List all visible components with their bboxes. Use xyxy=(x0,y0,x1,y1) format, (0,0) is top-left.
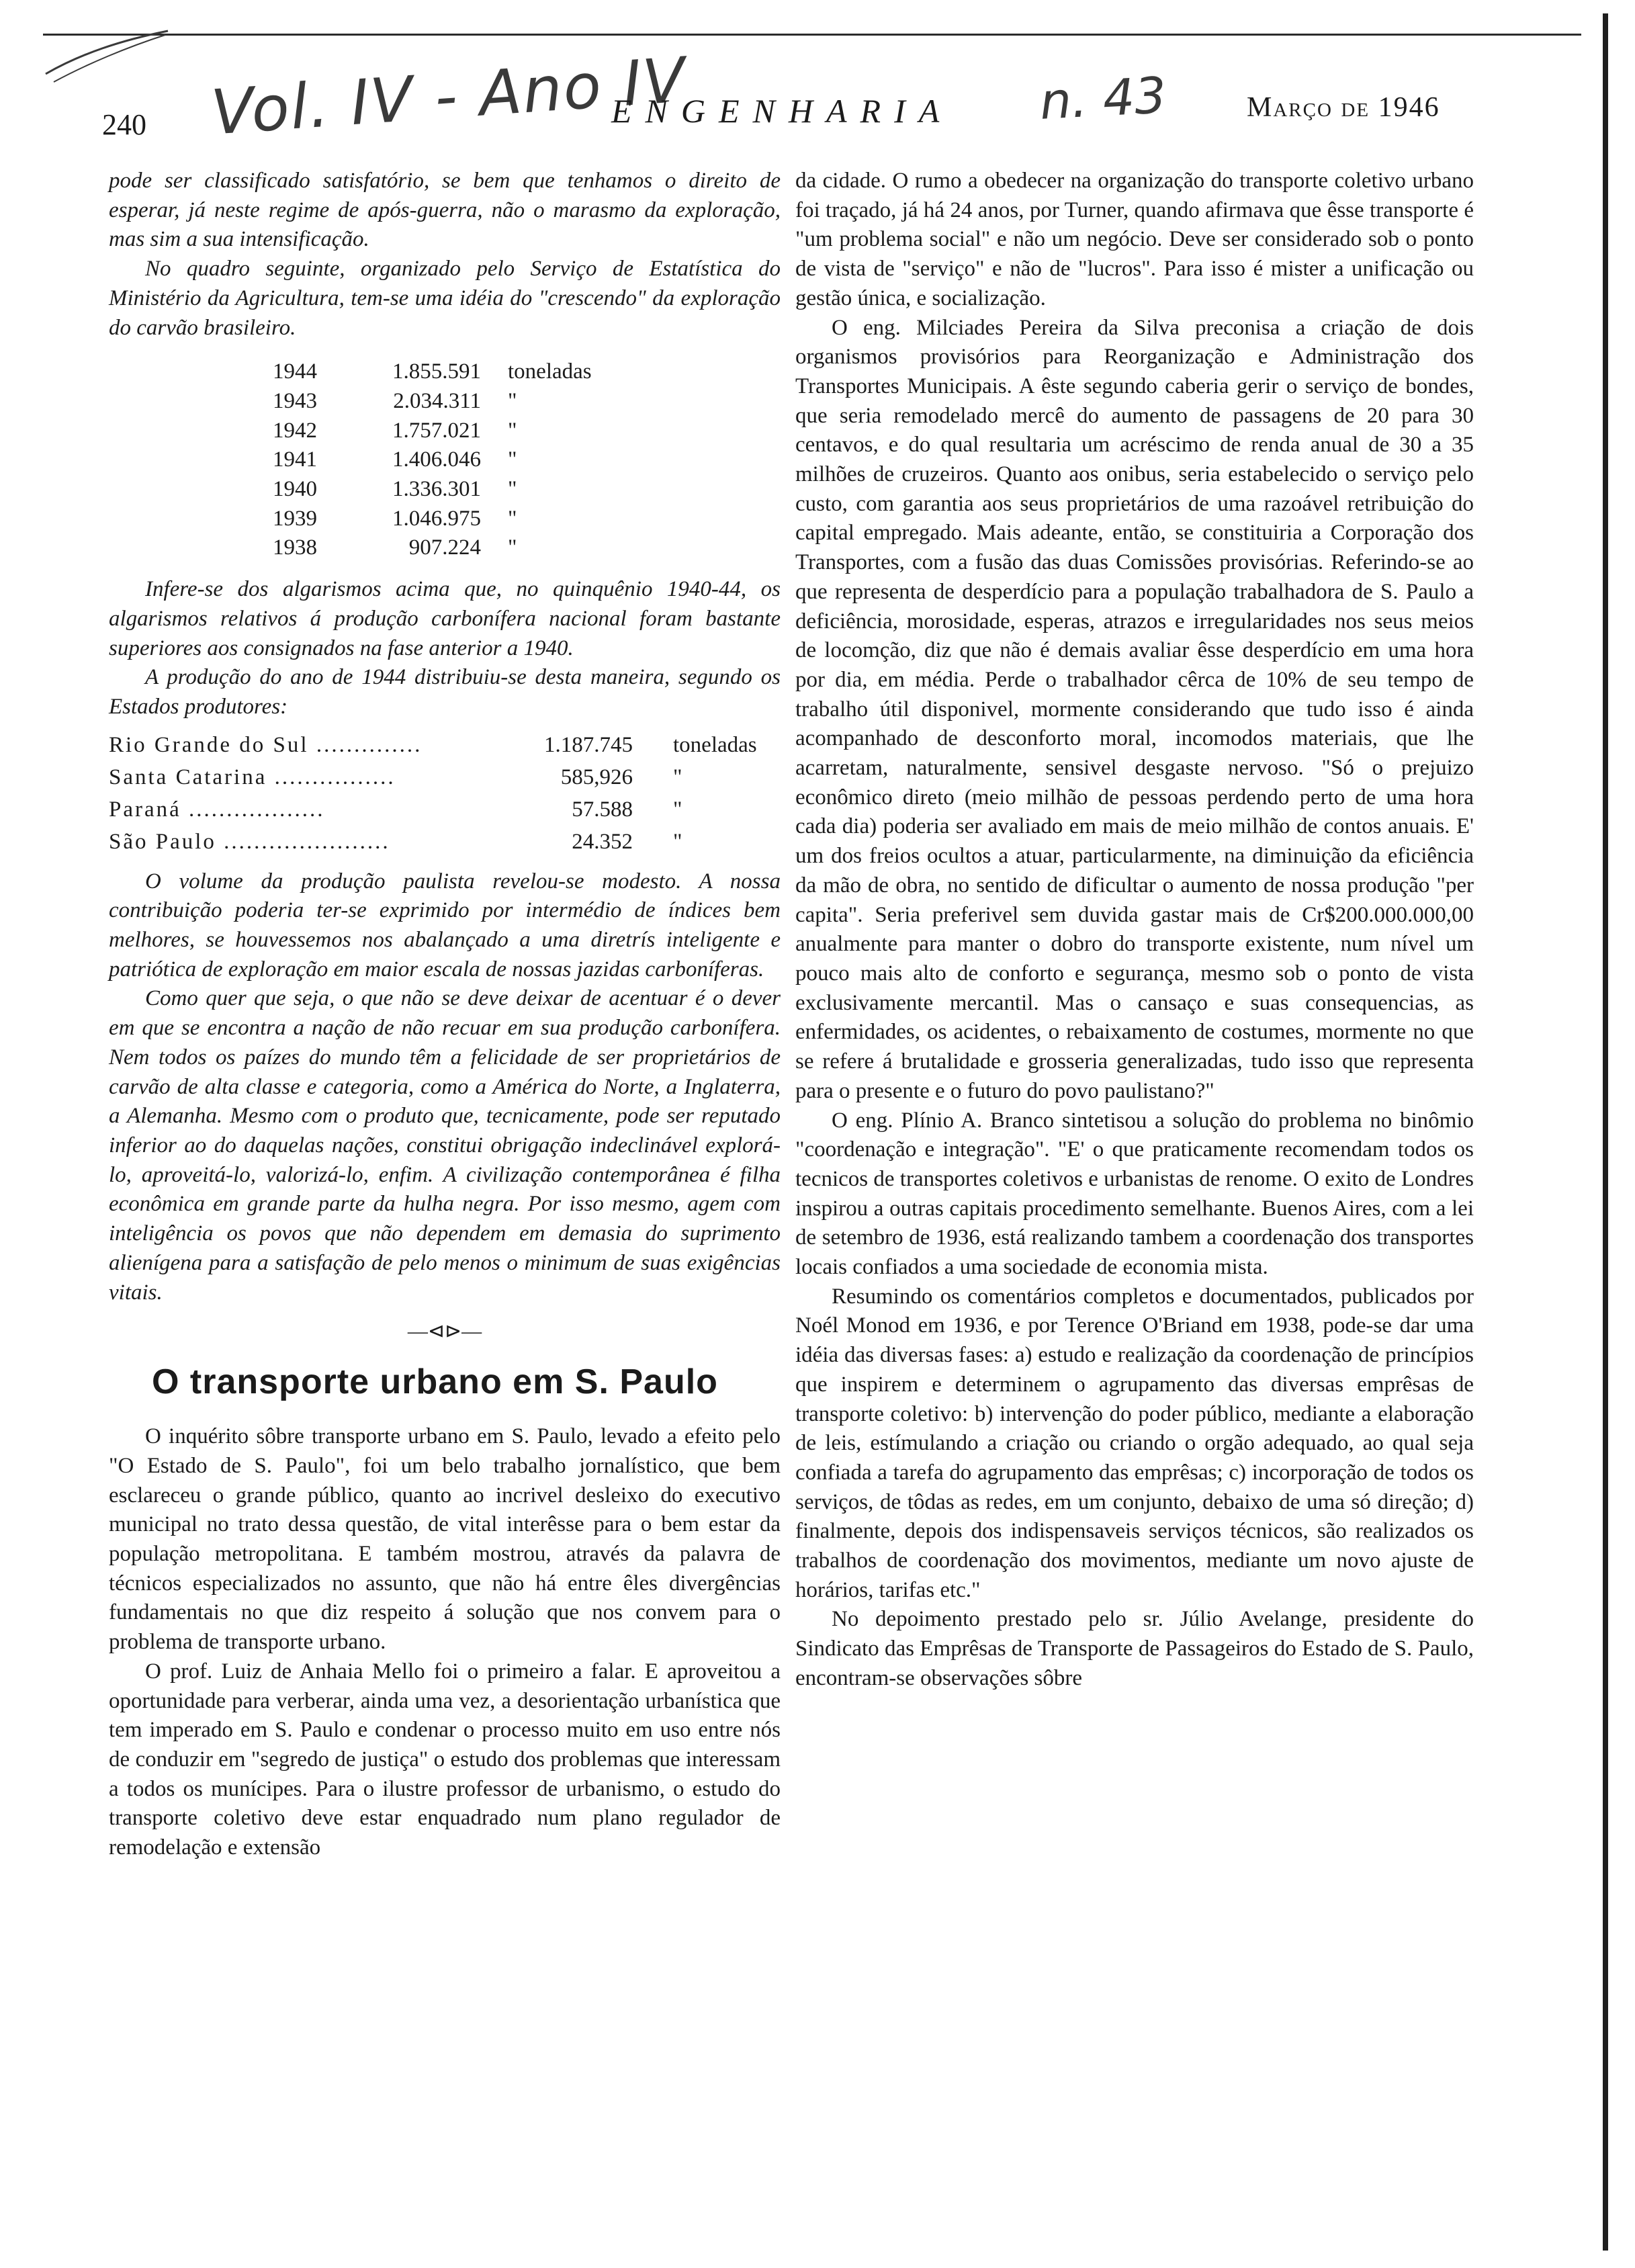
paragraph: da cidade. O rumo a obedecer na organização do transporte coletivo urbano foi traçado, já há 24 anos, por Turner, quando afirmava que êsse transporte é "um problema social" e não um negócio. Deve ser considerado sob o ponto de vista de "serviço" e não de "lucros". Para isso é mister a unificação ou gestão única, e socialização. xyxy=(795,169,1474,310)
year-cell: 1941 xyxy=(273,447,317,472)
unit-cell: " xyxy=(673,797,682,822)
state-cell: Paraná .................. xyxy=(109,797,325,822)
unit-cell: " xyxy=(508,418,517,443)
page-number: 240 xyxy=(102,108,146,141)
table-row xyxy=(273,533,642,563)
issue-date: Março de 1946 xyxy=(1247,92,1440,123)
section-separator xyxy=(109,1319,781,1343)
corner-pen-mark xyxy=(40,27,175,94)
paragraph: No quadro seguinte, organizado pelo Serviço de Estatística do Ministério da Agricultura, tem-se uma idéia do "crescendo" da exploração do carvão brasileiro. xyxy=(109,257,781,340)
unit-cell: " xyxy=(508,535,517,560)
unit-cell: toneladas xyxy=(508,359,592,384)
value-cell: 2.034.311 xyxy=(393,388,481,413)
table-row xyxy=(273,417,642,446)
paragraph: Como quer que seja, o que não se deve deixar de acentuar é o dever em que se encontra a nação de não recuar em sua produção carbonífera. Nem todos os paízes do mundo têm a felicidade de ser proprietários de carvão de alta classe e categoria, como a América do Norte, a Inglaterra, a Alemanha. Mesmo com o produto que, tecnicamente, pode ser reputado inferior ao do daquelas nações, constitui obrigação indeclinável explorá-lo, aproveitá-lo, valorizá-lo, enfim. A civilização contemporânea é filha econômica em grande parte da hulha negra. Por isso mesmo, agem com inteligência os povos que não dependem em demasia do suprimento alienígena para a satisfação de pelo menos o minimum de suas exigências vitais. xyxy=(109,986,781,1305)
paragraph: Resumindo os comentários completos e documentados, publicados por Noél Monod em 1936, e por Terence O'Briand em 1938, pode-se dar uma idéia das diversas fases: a) estudo e realização da coordenação de princípios que inspirem e determinem o agrupamento das diversas emprêsas de transporte coletivo: b) intervenção do poder público, mediante a elaboração de leis, estímulando a criação ou criando o orgão adequado, ao qual seja confiada a tarefa do agrupamento das emprêsas; c) incorporação de todos os serviços, de tôdas as redes, em um conjunto, debaixo de uma só direção; d) finalmente, depois dos indispensaveis serviços técnicos, são realizados os trabalhos de coordenação dos movimentos, mediante um novo ajuste de horários, tarifas etc." xyxy=(795,1284,1474,1602)
paragraph: A produção do ano de 1944 distribuiu-se desta maneira, segundo os Estados produtores: xyxy=(109,665,781,719)
scan-edge xyxy=(1603,13,1608,2251)
value-cell: 57.588 xyxy=(572,797,633,822)
table-row xyxy=(109,826,779,858)
unit-cell: " xyxy=(673,765,682,789)
paragraph: O volume da produção paulista revelou-se modesto. A nossa contribuição poderia ter-se exprimido por intermédio de índices bem melhores, se houvessemos nos abalançado a uma diretrís inteligente e patriótica de exploração em maior escala de nossas jazidas carboníferas. xyxy=(109,869,781,982)
left-column xyxy=(109,167,781,1863)
year-cell: 1943 xyxy=(273,388,317,413)
table-row xyxy=(273,357,642,387)
value-cell: 1.187.745 xyxy=(544,732,633,757)
unit-cell: " xyxy=(508,388,517,413)
year-cell: 1944 xyxy=(273,359,317,384)
paragraph: O prof. Luiz de Anhaia Mello foi o primeiro a falar. E aproveitou a oportunidade para verberar, ainda uma vez, a desorientação urbanística que tem imperado em S. Paulo e condenar o processo muito em uso entre nós de conduzir em "segredo de justiça" o estudo dos problemas que interessam a todos os munícipes. Para o ilustre professor de urbanismo, o estudo do transporte coletivo deve estar enquadrado num plano regulador de remodelação e extensão xyxy=(109,1659,781,1860)
separator-ornament: —⊲⊳— xyxy=(407,1320,482,1343)
year-cell: 1940 xyxy=(273,477,317,502)
unit-cell: " xyxy=(508,506,517,531)
state-cell: Santa Catarina ................ xyxy=(109,765,396,789)
paragraph: O eng. Milciades Pereira da Silva preconisa a criação de dois organismos provisórios para Reorganização e Administração dos Transportes Municipais. A êste segundo caberia gerir o serviço de bondes, que seria remodelado mercê do aumento de passagens de 20 para 30 centavos, e do qual resultaria um acréscimo de renda anual de 30 a 35 milhões de cruzeiros. Quanto aos onibus, seria estabelecido o serviço pelo custo, com garantia aos seus proprietários de uma razoável retribuição do capital empregado. Mais adeante, então, se constituiria a Corporação dos Transportes, com a fusão das duas Comissões provisórias. Referindo-se ao que representa de desperdício para a população trabalhadora de S. Paulo a deficiência, morosidade, esperas, atrazos e irregularidades nos seus meios de locomção, diz que não é demais avaliar êsse desperdício em uma hora por dia, em média. Perde o trabalhador cêrca de 10% de seu tempo de trabalho útil disponivel, mormente considerando que tudo isso é ainda acompanhado de desconforto moral, incomodos materiais, que lhe acarretam, naturalmente, sensivel desgaste nervoso. "Só o prejuizo econômico direto (meio milhão de pessoas perdendo perto de uma hora cada dia) poderia ser avaliado em mais de meio milhão de contos anuais. E' um dos freios ocultos a atuar, particularmente, na diminuição da eficiência da mão de obra, no sentido de dificultar o aumento de nossa produção "per capita". Seria preferivel sem duvida gastar mais de Cr$200.000.000,00 anualmente para manter o dobro do transporte existente, num nível um pouco mais alto de conforto e segurança, mesmo sob o ponto de vista exclusivamente mercantil. Mas o cansaço e suas consequencias, as enfermidades, os acidentes, o rebaixamento de costumes, mormente no que se refere á brutalidade e grosseria generalizadas, tudo isso que representa para o presente e o futuro do povo paulistano?" xyxy=(795,315,1474,1103)
state-cell: Rio Grande do Sul .............. xyxy=(109,732,423,757)
handwritten-number-note: n. 43 xyxy=(1038,67,1168,131)
table-row xyxy=(273,387,642,417)
table-row xyxy=(273,445,642,475)
handwritten-volume-note: Vol. IV - Ano IV xyxy=(209,44,689,149)
state-cell: São Paulo ...................... xyxy=(109,829,390,854)
year-cell: 1942 xyxy=(273,418,317,443)
unit-cell: " xyxy=(508,477,517,502)
value-cell: 907.224 xyxy=(408,535,481,560)
unit-cell: " xyxy=(508,447,517,472)
table-row xyxy=(273,475,642,505)
table-row xyxy=(273,505,642,534)
article-headline: O transporte urbano em S. Paulo xyxy=(152,1362,718,1402)
value-cell: 1.855.591 xyxy=(392,359,481,384)
paragraph: O inquérito sôbre transporte urbano em S. Paulo, levado a efeito pelo "O Estado de S. Paulo", foi um belo trabalho jornalístico, que bem esclareceu o grande público, quanto ao incrivel desleixo do executivo municipal no trato dessa questão, de vital interêsse para o bem estar da população metropolitana. E também mostrou, através da palavra de técnicos especializados no assunto, que não há entre êles divergências fundamentais no que diz respeito á solução que nos convem para o problema de transporte urbano. xyxy=(109,1424,781,1655)
value-cell: 24.352 xyxy=(572,829,633,854)
table-row xyxy=(109,729,779,761)
paragraph: Infere-se dos algarismos acima que, no quinquênio 1940-44, os algarismos relativos á produção carbonífera nacional foram bastante superiores aos consignados na fase anterior a 1940. xyxy=(109,577,781,660)
right-column xyxy=(795,167,1474,1694)
value-cell: 585,926 xyxy=(560,765,633,789)
production-by-year-table xyxy=(273,357,642,563)
production-by-state-table xyxy=(109,729,779,858)
value-cell: 1.336.301 xyxy=(392,477,481,502)
journal-title: ENGENHARIA xyxy=(611,92,953,130)
unit-cell: " xyxy=(673,829,682,854)
unit-cell: toneladas xyxy=(673,732,757,757)
value-cell: 1.406.046 xyxy=(392,447,481,472)
year-cell: 1938 xyxy=(273,535,317,560)
year-cell: 1939 xyxy=(273,506,317,531)
value-cell: 1.757.021 xyxy=(392,418,481,443)
header-rule xyxy=(43,34,1581,36)
table-row xyxy=(109,761,779,793)
paragraph: pode ser classificado satisfatório, se bem que tenhamos o direito de esperar, já neste regime de após-guerra, não o marasmo da exploração, mas sim a sua intensificação. xyxy=(109,169,781,252)
paragraph: O eng. Plínio A. Branco sintetisou a solução do problema no binômio "coordenação e integração". "E' o que praticamente recomendam todos os tecnicos de transportes coletivos e urbanistas de renome. O exito de Londres inspirou a outras capitais procedimento semelhante. Buenos Aires, com a lei de setembro de 1936, está realizando tambem a coordenação dos transportes locais confiados a uma sociedade de economia mista. xyxy=(795,1108,1474,1280)
table-row xyxy=(109,793,779,826)
paragraph: No depoimento prestado pelo sr. Júlio Avelange, presidente do Sindicato das Emprêsas de Transporte de Passageiros do Estado de S. Paulo, encontram-se observações sôbre xyxy=(795,1607,1474,1690)
value-cell: 1.046.975 xyxy=(392,506,481,531)
